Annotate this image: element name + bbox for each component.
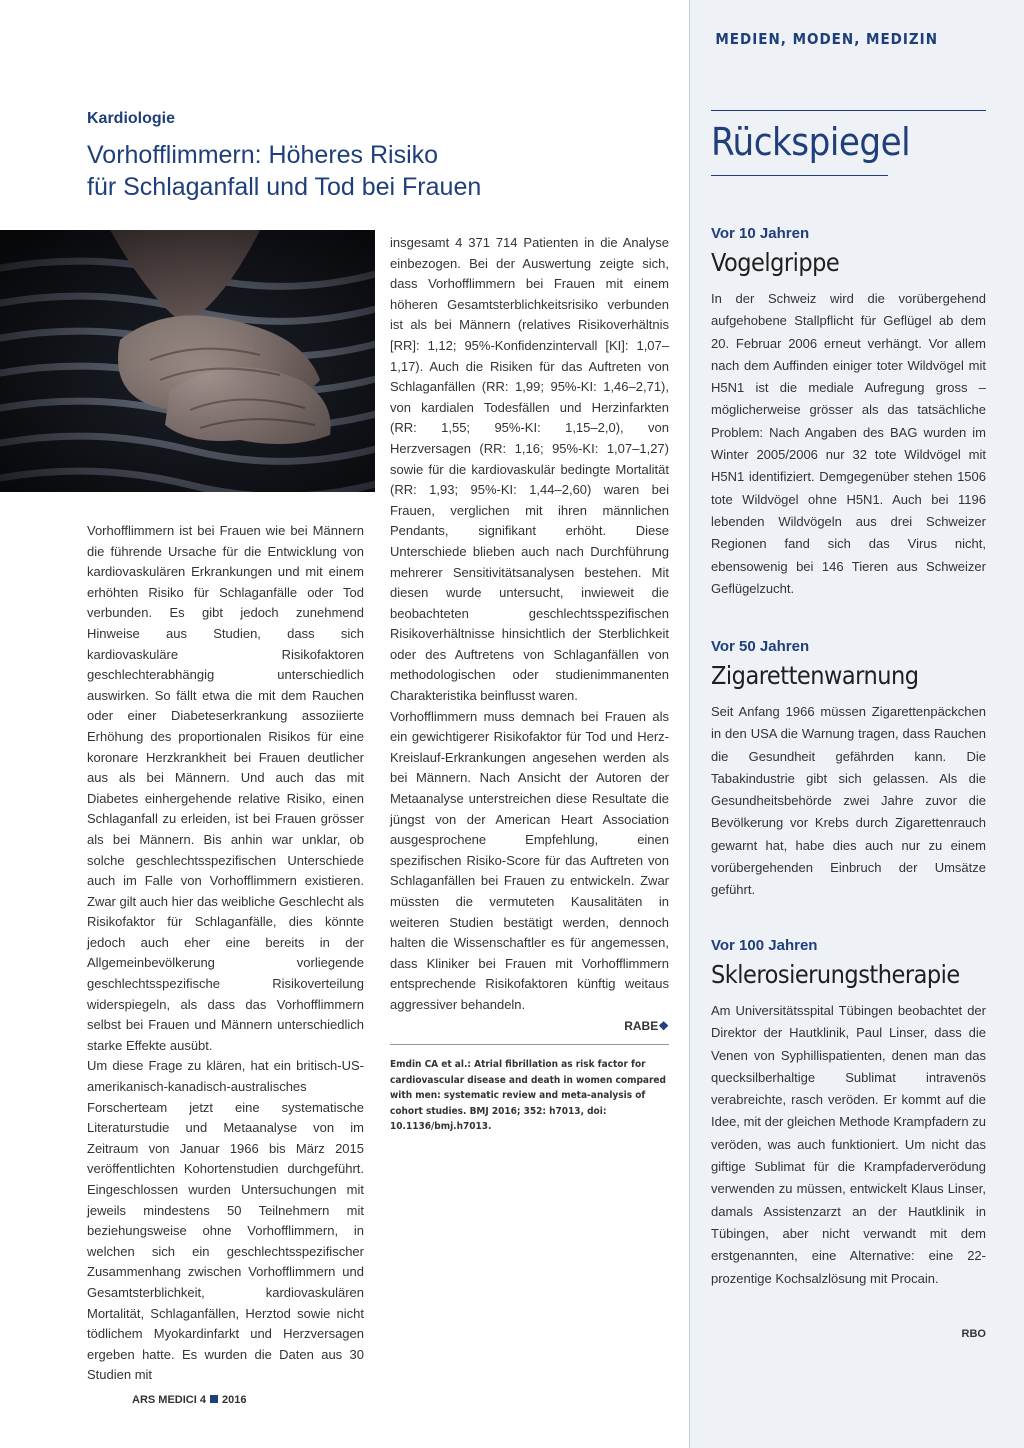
sidebar-entry xyxy=(711,224,986,600)
article-paragraph: Um diese Frage zu klären, hat ein britisch-US-amerikanisch-kanadisch-australisches Forscherteam jetzt eine systematische Literaturstudie und Metaanalyse von im Zeitraum von Januar 1966 bis März 2015 veröffentlichten Kohortenstudien durchgeführt. Eingeschlossen wurden Untersuchungen mit jeweils mindestens 50 Teilnehmern mit beziehungsweise ohne Vorhofflimmern, in welchen sich ein geschlechtsspezifischer Zusammenhang zwischen Vorhofflimmern und Gesamtsterblichkeit, kardiovaskulären Mortalität, Schlaganfällen, Herztod sowie nicht tödlichem Myokardinfarkt und Herzversagen ergeben hatte. Es wurden die Daten aus 30 Studien mit xyxy=(87,1058,364,1383)
sidebar-entry xyxy=(711,936,986,1290)
page-footer xyxy=(132,1394,246,1406)
headline-line-1: Vorhofflimmern: Höheres Risiko xyxy=(87,141,439,169)
article-column-2 xyxy=(390,233,669,1036)
entry-years: Vor 50 Jahren xyxy=(711,638,810,655)
headline-line-2: für Schlaganfall und Tod bei Frauen xyxy=(87,173,482,201)
entry-body: Am Universitätsspital Tübingen beobachtet der Direktor der Hautklinik, Paul Linser, dass die Venen von Syphillispatienten, denen man das quecksilberhaltige Sublimat intravenös verabreichte, rasch veröden. Er kommt auf die Idee, mit der gleichen Methode Krampfadern zu veröden, was auch funktioniert. Um nicht das giftige Sublimat für die Krampfaderverödung verwenden zu müssen, entwickelt Klaus Linser, damals Assistenzarzt an der Hautklinik in Tübingen, aber nicht verwandt mit dem erstgenannten, eine Alternative: eine 22-prozentige Kochsalzlösung mit Procain. xyxy=(711,1003,986,1286)
entry-body: Seit Anfang 1966 müssen Zigarettenpäckchen in den USA die Warnung tragen, dass Rauchen die Gesundheit gefährden kann. Die Tabakindustrie gibt sich gelassen. Als die Gesundheitsbehörde zwei Jahre zuvor die Bevölkerung vor Krebs durch Zigarettenrauch gewarnt hat, habe dies auch nur zu einem vorübergehenden Einbruch der Umsätze geführt. xyxy=(711,704,986,898)
sidebar-rule-top xyxy=(711,110,986,111)
entry-headline: Sklerosierungstherapie xyxy=(711,960,960,989)
article-headline xyxy=(87,139,647,203)
entry-years: Vor 100 Jahren xyxy=(711,937,818,954)
author-signature xyxy=(390,1016,669,1037)
reference-divider xyxy=(390,1044,669,1045)
entry-body: In der Schweiz wird die vorübergehend aufgehobene Stallpflicht für Geflügel ab dem 20. Februar 2006 erneut verhängt. Vor allem nach dem Auffinden einiger toter Wildvögel mit H5N1 ist die mediale Aufregung gross – möglicherweise grösser als das tatsächliche Problem: Nach Angaben des BAG wurden im Winter 2005/2006 nur 32 tote Wildvögel mit H5N1 identifiziert. Demgegenüber stehen 1506 tote Wildvögel ohne H5N1. Auch bei 1196 lebenden Wildvögeln aus drei Schweizer Regionen fand sich das Virus nicht, ebensowenig bei 146 Tieren aus Schweizer Geflügelzucht. xyxy=(711,291,986,596)
signature-mark-icon: ❖ xyxy=(658,1018,669,1033)
square-bullet-icon xyxy=(210,1395,218,1403)
article-paragraph: Vorhofflimmern muss demnach bei Frauen als ein gewichtigerer Risikofaktor für Tod und Herz-Kreislauf-Erkrankungen angesehen werden als bei Männern. Nach Ansicht der Autoren der Metaanalyse unterstreichen diese Resultate die jüngst von der American Heart Association ausgesprochene Empfehlung, einen spezifischen Risiko-Score für das Auftreten von Schlaganfällen bei Frauen zu entwickeln. Zwar müssten die vermuteten Kausalitäten in weiteren Studien bestätigt werden, dennoch halten die Wissenschaftler es für angemessen, dass Kliniker bei Frauen mit Vorhofflimmern entsprechende Risikofaktoren künftig weitaus aggressiver behandeln. xyxy=(390,708,669,1012)
entry-years: Vor 10 Jahren xyxy=(711,225,810,242)
article-paragraph: insgesamt 4 371 714 Patienten in die Analyse einbezogen. Bei der Auswertung zeigte sich, dass Vorhofflimmern bei Frauen mit einem höheren Gesamtsterblichkeitsrisiko verbunden ist als bei Männern (relatives Risikoverhältnis [RR]: 1,12; 95%-Konfidenzintervall [KI]: 1,07–1,17). Auch die Risiken für das Auftreten von Schlaganfällen (RR: 1,99; 95%-KI: 1,46–2,71), von kardialen Todesfällen und Herzinfarkten (RR: 1,55; 95%-KI: 1,15–2,0), von Herzversagen (RR: 1,16; 95%-KI: 1,07–1,27) sowie für die kardiovaskulär bedingte Mortalität (RR: 1,93; 95%-KI: 1,44–2,60) waren bei Frauen, verglichen mit ihren männlichen Pendants, signifikant erhöht. Diese Unterschiede blieben auch nach Durchführung mehrerer Sensitivitätsanalysen bestehen. Mit diesen wurde untersucht, inwieweit die beobachteten geschlechtsspezifischen Risikoverhältnisse hinsichtlich der Sterblichkeit oder des Auftretens von Schlaganfällen von methodologischen oder studienimmanenten Charakteristika beinflusst waren. xyxy=(390,235,669,704)
signature-initials: RABE xyxy=(624,1018,659,1033)
sidebar-entry xyxy=(711,637,986,902)
entry-headline: Zigarettenwarnung xyxy=(711,661,919,690)
hands-on-chest-photo xyxy=(0,230,375,492)
section-label: MEDIEN, MODEN, MEDIZIN xyxy=(715,30,938,48)
article-paragraph: Vorhofflimmern ist bei Frauen wie bei Männern die führende Ursache für die Entwicklung von kardiovaskulären Erkrankungen und mit einem erhöhten Risiko für Schlaganfälle oder Tod verbunden. Es gibt jedoch zunehmend Hinweise aus Studien, dass sich kardiovaskuläre Risikofaktoren geschlechterabhängig unterschiedlich auswirken. So fällt etwa die mit dem Rauchen oder einer Diabeteserkrankung assoziierte Erhöhung des proportionalen Risikos für eine koronare Herzkrankheit bei Frauen deutlicher aus als bei Männern. Und auch das mit Diabetes einhergehende relative Risiko, einen Schlaganfall zu erleiden, ist bei Frauen grösser als bei Männern. Bis anhin war unklar, ob solche geschlechtsspezifischen Unterschiede auch im Falle von Vorhofflimmern existieren. Zwar gilt auch hier das weibliche Geschlecht als Risikofaktor für Schlaganfälle, dies könnte jedoch auch eher eine bereits in der Allgemeinbevölkerung vorliegende geschlechtsspezifische Risikoverteilung widerspiegeln, als dass das Vorhofflimmern selbst bei Frauen und Männern unterschiedlich starke Effekte ausübt. xyxy=(87,523,364,1053)
literature-reference: Emdin CA et al.: Atrial fibrillation as risk factor for cardiovascular disease and death in women compared with men: systematic review and meta-analysis of cohort studies. BMJ 2016; 352: h7013, doi: 10.1136/bmj.h7013. xyxy=(390,1059,666,1132)
article-column-1 xyxy=(87,521,364,1386)
sidebar-signature: RBO xyxy=(961,1328,986,1340)
footer-year: 2016 xyxy=(221,1394,247,1406)
sidebar-rule-bottom xyxy=(711,175,888,176)
article-kicker: Kardiologie xyxy=(87,110,176,127)
entry-headline: Vogelgrippe xyxy=(711,248,840,277)
photo-illustration xyxy=(0,230,375,492)
footer-publication: ARS MEDICI 4 xyxy=(132,1394,206,1406)
sidebar-title: Rückspiegel xyxy=(711,120,911,164)
